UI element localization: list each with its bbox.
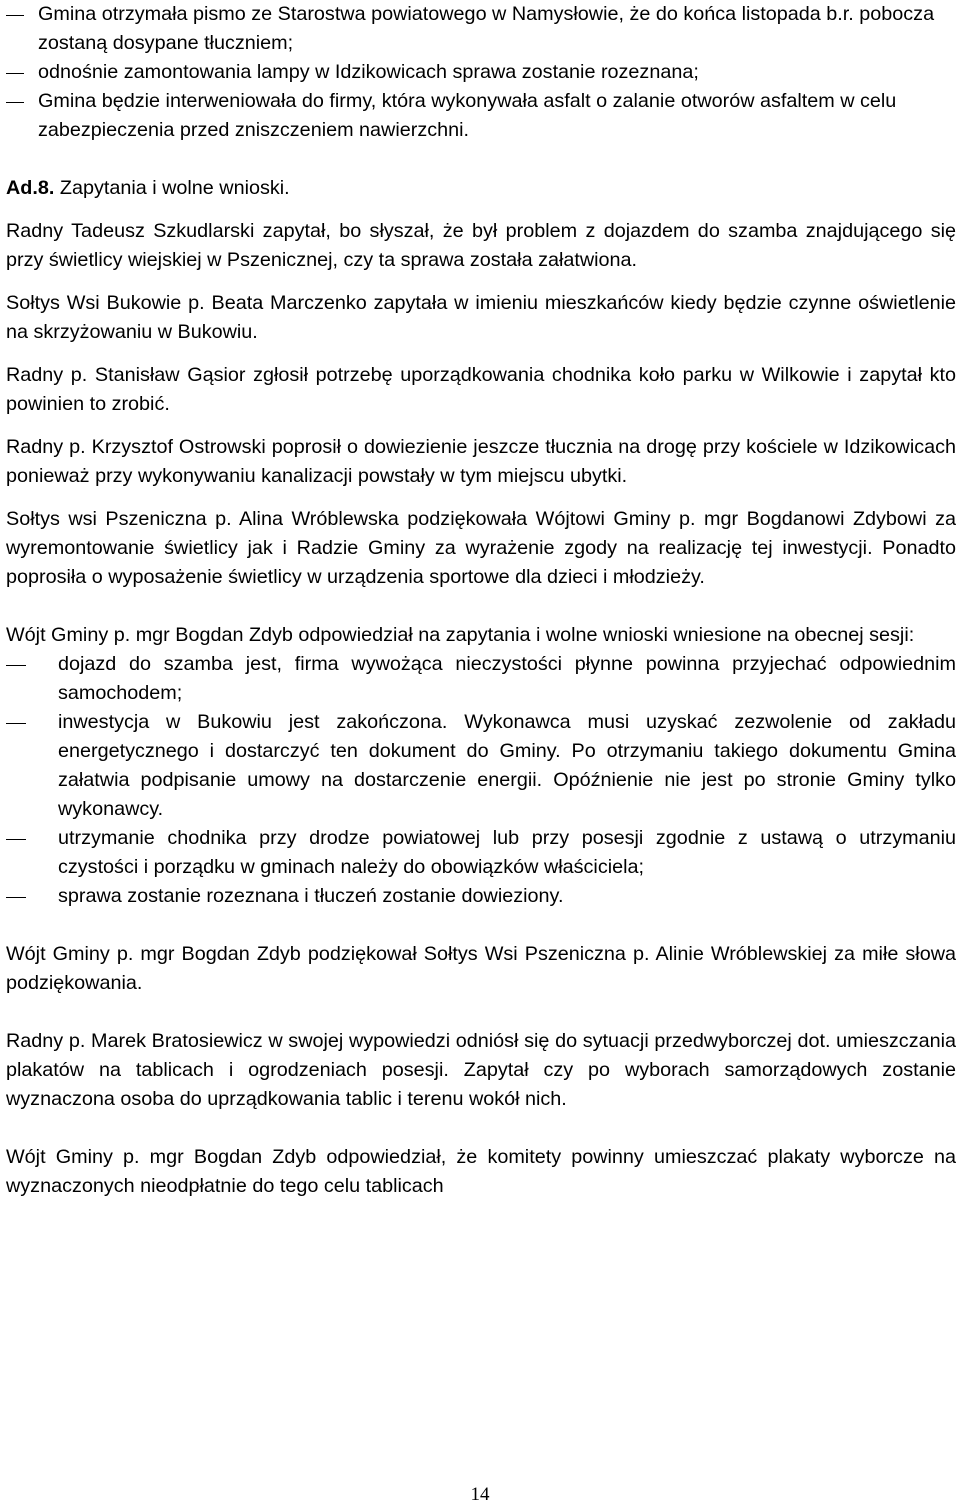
paragraph: Sołtys wsi Pszeniczna p. Alina Wróblewska podziękowała Wójtowi Gminy p. mgr Bogdanowi Zdybowi za wyremontowanie świetlicy jak i Radzie Gminy za wyrażenie zgody na realizację tej inwestycji. Ponadto poprosiła o wyposażenie świetlicy w urządzenia sportowe dla dzieci i młodzieży. [6, 508, 956, 588]
section-heading [6, 174, 956, 203]
answer-bullet-list [6, 650, 956, 911]
list-item: sprawa zostanie rozeznana i tłuczeń zostanie dowieziony. [6, 882, 956, 911]
list-item: dojazd do szamba jest, firma wywożąca nieczystości płynne powinna przyjechać odpowiednim samochodem; [6, 650, 956, 708]
list-item: Gmina będzie interweniowała do firmy, która wykonywała asfalt o zalanie otworów asfaltem w celu zabezpieczenia przed zniszczeniem nawierzchni. [6, 87, 956, 145]
paragraph: Wójt Gminy p. mgr Bogdan Zdyb podziękował Sołtys Wsi Pszeniczna p. Alinie Wróblewskiej za miłe słowa podziękowania. [6, 943, 956, 994]
section-title: Zapytania i wolne wnioski. [54, 177, 290, 199]
list-item: odnośnie zamontowania lampy w Idzikowicach sprawa zostanie rozeznana; [6, 58, 956, 87]
paragraph: Radny p. Marek Bratosiewicz w swojej wypowiedzi odniósł się do sytuacji przedwyborczej dot. umieszczania plakatów na tablicach i ogrodzeniach posesji. Zapytał czy po wyborach samorządowych zostanie wyznaczona osoba do uprządkowania tablic i terenu wokół nich. [6, 1030, 956, 1110]
list-item: utrzymanie chodnika przy drodze powiatowej lub przy posesji zgodnie z ustawą o utrzymaniu czystości i porządku w gminach należy do obowiązków właściciela; [6, 824, 956, 882]
top-bullet-list [6, 0, 956, 145]
paragraph: Radny Tadeusz Szkudlarski zapytał, bo słyszał, że był problem z dojazdem do szamba znajdującego się przy świetlicy wiejskiej w Pszenicznej, czy ta sprawa została załatwiona. [6, 220, 956, 271]
section-number: Ad.8. [6, 177, 55, 199]
paragraph: Radny p. Krzysztof Ostrowski poprosił o dowiezienie jeszcze tłucznia na drogę przy kościele w Idzikowicach ponieważ przy wykonywaniu kanalizacji powstały w tym miejscu ubytki. [6, 436, 956, 487]
answer-intro: Wójt Gminy p. mgr Bogdan Zdyb odpowiedział na zapytania i wolne wnioski wniesione na obecnej sesji: [6, 624, 915, 646]
list-item: inwestycja w Bukowiu jest zakończona. Wykonawca musi uzyskać zezwolenie od zakładu energetycznego i dostarczyć ten dokument do Gminy. Po otrzymaniu takiego dokumentu Gmina załatwia podpisanie umowy na dostarczenie energii. Opóźnienie nie jest po stronie Gminy tylko wykonawcy. [6, 708, 956, 824]
page-number: 14 [470, 1484, 490, 1505]
paragraph: Sołtys Wsi Bukowie p. Beata Marczenko zapytała w imieniu mieszkańców kiedy będzie czynne oświetlenie na skrzyżowaniu w Bukowiu. [6, 292, 956, 343]
list-item: Gmina otrzymała pismo ze Starostwa powiatowego w Namysłowie, że do końca listopada b.r. pobocza zostaną dosypane tłuczniem; [6, 0, 956, 58]
document-page [6, 0, 956, 1201]
paragraph: Radny p. Stanisław Gąsior zgłosił potrzebę uporządkowania chodnika koło parku w Wilkowie i zapytał kto powinien to zrobić. [6, 364, 956, 415]
paragraph: Wójt Gminy p. mgr Bogdan Zdyb odpowiedział, że komitety powinny umieszczać plakaty wyborcze na wyznaczonych nieodpłatnie do tego celu tablicach [6, 1146, 956, 1197]
